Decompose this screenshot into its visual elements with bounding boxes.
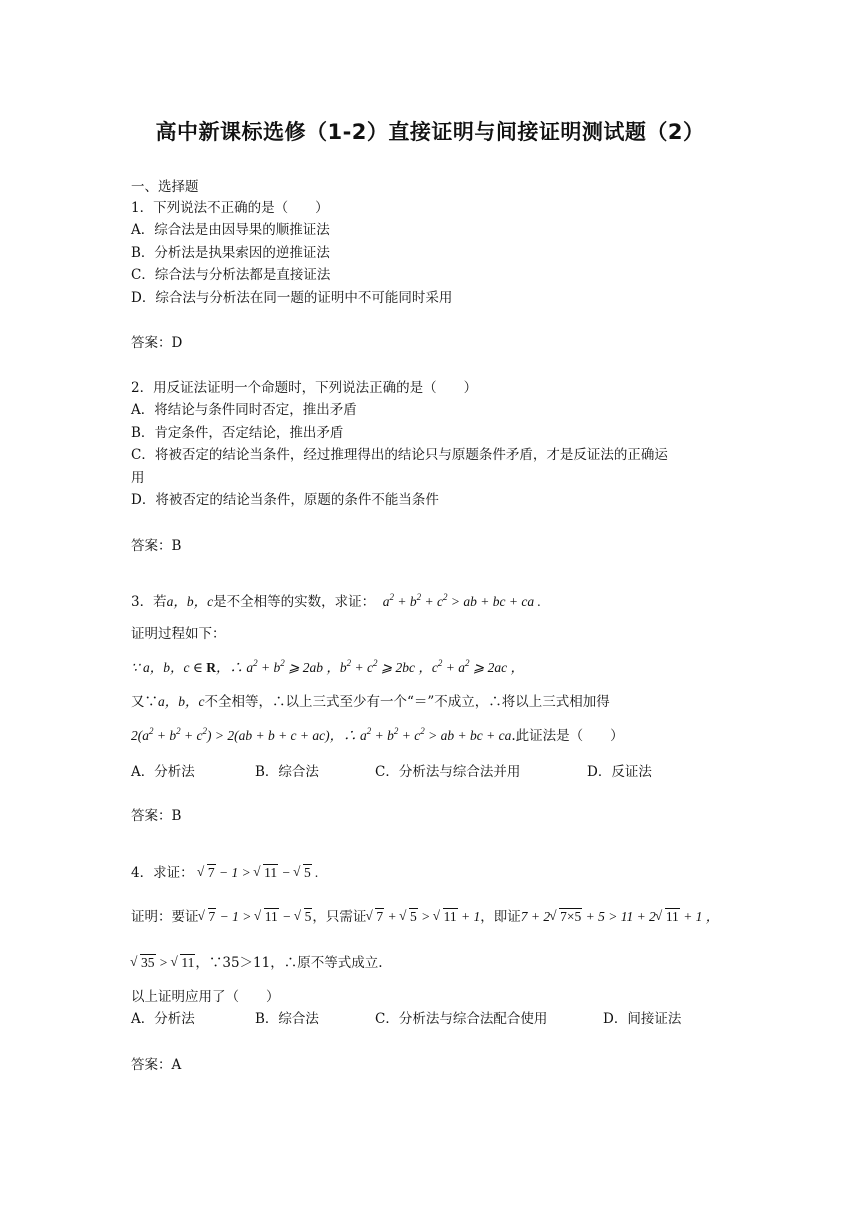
q3-proof-line3 — [131, 692, 610, 712]
q3-stem-mid: 是不全相等的实数，求证： — [213, 594, 376, 610]
q3-options — [131, 762, 652, 782]
q4-option-a: A．分析法 — [131, 1011, 195, 1027]
q4-proof-c: ，即证 — [480, 909, 521, 925]
q4-option-b: B．综合法 — [255, 1011, 319, 1027]
q3-line3-prefix: 又∵ — [131, 694, 158, 710]
q1-option-a: A．综合法是由因导果的顺推证法 — [131, 222, 330, 238]
q3-proof-intro: 证明过程如下： — [131, 626, 226, 642]
q1-option-d: D．综合法与分析法在同一题的证明中不可能同时采用 — [131, 290, 453, 306]
page-title: 高中新课标选修（1-2）直接证明与间接证明测试题（2） — [155, 120, 705, 144]
q2-answer: 答案：B — [131, 538, 182, 554]
q2-option-c-cont: 用 — [131, 470, 145, 486]
q3-option-c: C．分析法与综合法并用 — [375, 764, 521, 780]
section-heading: 一、选择题 — [131, 179, 199, 195]
q2-option-d: D．将被否定的结论当条件，原题的条件不能当条件 — [131, 492, 439, 508]
q4-proof-a: 证明：要证 — [131, 909, 199, 925]
q4-proof-line1: 证明：要证√ 7 − 1 > √ 11 − √ 5，只需证√ 7 + √ 5 > √ 11 + 1，即证7 + 2√ 7×5 + 5 > 11 + 2√ 11 + 1 ， — [131, 907, 719, 927]
q4-inequality: √ 7 − 1 > √ 11 − √ 5 . — [198, 865, 319, 880]
q1-option-b: B．分析法是执果索因的逆推证法 — [131, 245, 330, 261]
q4-proof-d: ，∵35＞11，∴原不等式成立. — [195, 955, 383, 971]
q3-line3-vars: a，b，c — [158, 694, 205, 709]
q1-stem: 1．下列说法不正确的是（ ） — [131, 200, 329, 216]
q4-answer: 答案：A — [131, 1057, 182, 1073]
q3-option-d: D．反证法 — [587, 764, 652, 780]
q3-stem — [131, 592, 541, 612]
q3-vars: a，b，c — [166, 594, 214, 609]
q4-options — [131, 1009, 681, 1029]
q2-option-a: A．将结论与条件同时否定，推出矛盾 — [131, 402, 357, 418]
q2-option-b: B．肯定条件，否定结论，推出矛盾 — [131, 425, 344, 441]
q4-option-d: D．间接证法 — [603, 1011, 682, 1027]
q2-stem: 2．用反证法证明一个命题时，下列说法正确的是（ ） — [131, 380, 478, 396]
q4-proof-line2: √ 35 > √ 11，∵35＞11，∴原不等式成立. — [131, 953, 383, 973]
q3-answer: 答案：B — [131, 808, 182, 824]
q4-stem — [131, 863, 319, 883]
q4-applied: 以上证明应用了（ ） — [131, 989, 280, 1005]
q4-proof-b: ，只需证 — [312, 909, 367, 925]
q3-option-a: A．分析法 — [131, 764, 195, 780]
q3-stem-prefix: 3．若 — [131, 594, 167, 610]
q1-option-c: C．综合法与分析法都是直接证法 — [131, 267, 331, 283]
q3-proof-line2: ∵ a，b，c ∈ R，∴ $a^2 + b^2$ ⩾ 2ab ，$b^2 + c^2$ ⩾ 2bc ，$c^2 + a^2$ ⩾ 2ac ， — [131, 658, 524, 675]
q3-tail: .此证法是（ ） — [511, 728, 624, 744]
q1-answer: 答案：D — [131, 335, 183, 351]
q2-option-c: C．将被否定的结论当条件，经过推理得出的结论只与原题条件矛盾，才是反证法的正确运 — [131, 447, 668, 463]
q4-option-c: C．分析法与综合法配合使用 — [375, 1011, 548, 1027]
q3-inequality: $a^2 + b^2 + c^2$ > ab + bc + ca . — [379, 592, 541, 609]
q3-line3-mid: 不全相等，∴以上三式至少有一个“＝”不成立，∴将以上三式相加得 — [204, 694, 610, 710]
q3-option-b: B．综合法 — [255, 764, 319, 780]
q4-stem-label: 4．求证： — [131, 865, 194, 881]
q3-proof-line4: $2(a^2 + b^2 + c^2) > 2(ab + b + c + ac)$，∴ $a^2 + b^2 + c^2$ > ab + bc + ca.此证法是（ ） — [131, 726, 624, 744]
